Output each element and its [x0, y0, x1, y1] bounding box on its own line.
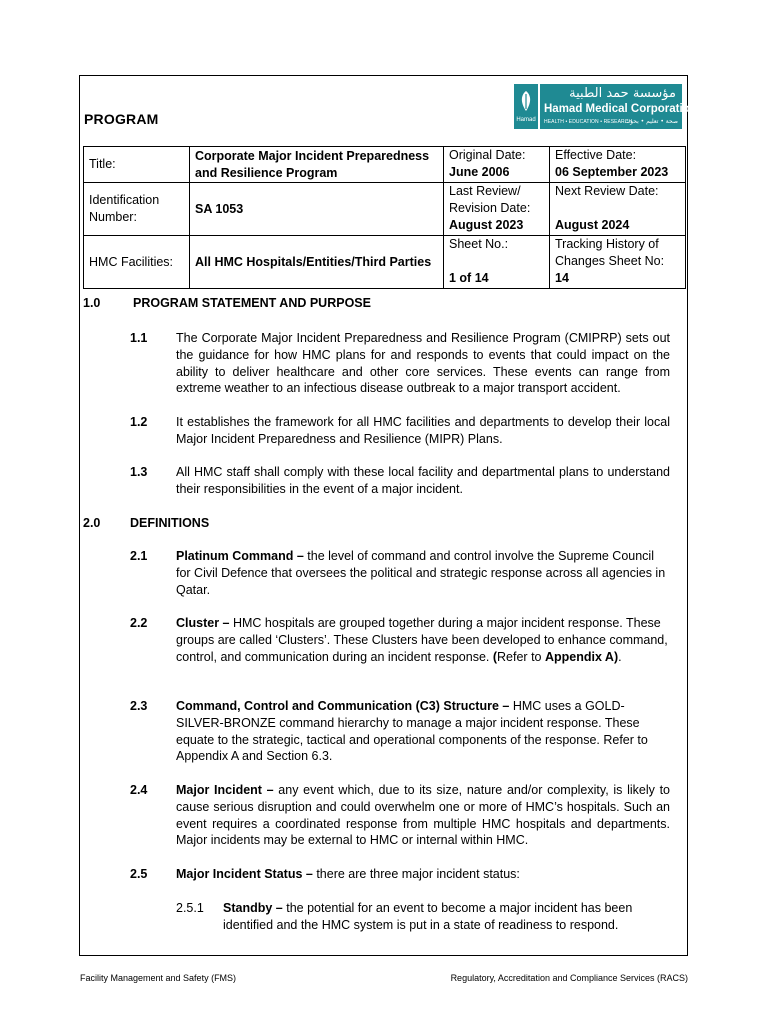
facilities-label: HMC Facilities:	[84, 236, 190, 289]
term-major-incident-status: Major Incident Status –	[176, 867, 313, 881]
para-2-4	[176, 782, 670, 849]
para-1-1-number: 1.1	[130, 331, 148, 345]
document-meta-table	[83, 146, 686, 289]
para-2-1	[176, 548, 666, 598]
term-platinum-command: Platinum Command –	[176, 549, 304, 563]
sheet-cell	[444, 236, 550, 289]
effective-date-cell	[550, 147, 686, 183]
tracking-cell	[550, 236, 686, 289]
para-2-3	[176, 698, 670, 765]
def-standby: the potential for an event to become a major incident has been identified and the HMC system is put in a state of readiness to respond.	[223, 901, 633, 932]
section-2-title: DEFINITIONS	[130, 516, 210, 530]
original-date-cell	[444, 147, 550, 183]
para-1-2-number: 1.2	[130, 415, 148, 429]
para-2-2-number: 2.2	[130, 616, 148, 630]
para-2-5-1-number: 2.5.1	[176, 901, 204, 915]
last-review-cell	[444, 183, 550, 236]
logo-mark-text: Hamad	[516, 117, 536, 123]
ref-text: Refer to	[497, 649, 545, 664]
def-platinum-command: the level of command and control involve the Supreme Council for Civil Defence that oversees the political and strategic response across all agencies in Qatar.	[176, 549, 666, 597]
footer-left: Facility Management and Safety (FMS)	[80, 973, 237, 983]
logo-arabic-name: مؤسسة حمد الطبية	[569, 86, 676, 101]
next-review-value: August 2024	[555, 218, 630, 232]
para-2-5-1	[223, 900, 663, 934]
term-major-incident: Major Incident –	[176, 783, 274, 797]
logo-mark	[514, 84, 538, 129]
section-1-number: 1.0	[83, 296, 101, 310]
next-review-label: Next Review Date:	[555, 184, 659, 198]
ref-open: (	[492, 649, 498, 664]
original-date-value: June 2006	[449, 165, 510, 179]
last-review-value: August 2023	[449, 218, 524, 232]
ref-end: .	[618, 649, 622, 664]
term-cluster: Cluster –	[176, 616, 230, 630]
para-2-1-number: 2.1	[130, 549, 148, 563]
para-2-5-number: 2.5	[130, 867, 148, 881]
para-2-5	[176, 866, 670, 883]
meta-row-id	[84, 183, 686, 236]
effective-date-label: Effective Date:	[555, 148, 637, 162]
def-major-incident: any event which, due to its size, nature and/or complexity, is likely to cause serious disruption and could overwhelm one or more of HMC’s hospitals. Such an event requires a coordinated response from multiple HMC hospitals and departments. Major incidents may be external to HMC or internal within HMC.	[176, 783, 670, 848]
tracking-value: 14	[555, 271, 569, 285]
title-label: Title:	[84, 147, 190, 183]
document-type: PROGRAM	[84, 111, 159, 127]
term-standby: Standby –	[223, 901, 283, 915]
hmc-logo	[514, 84, 697, 130]
leaf-icon	[518, 90, 534, 112]
meta-row-facilities	[84, 236, 686, 289]
next-review-cell	[550, 183, 686, 236]
logo-tagline: HEALTH • EDUCATION • RESEARCH	[544, 119, 633, 125]
para-2-2	[176, 615, 670, 665]
sheet-value: 1 of 14	[449, 271, 489, 285]
meta-row-title	[84, 147, 686, 183]
sheet-label: Sheet No.:	[449, 237, 509, 251]
logo-tagline-arabic: صحة • تعليم • بحوث	[624, 118, 678, 125]
term-c3-structure: Command, Control and Communication (C3) Structure –	[176, 699, 510, 713]
original-date-label: Original Date:	[449, 148, 526, 162]
def-c3-structure: HMC uses a GOLD-SILVER-BRONZE command hierarchy to manage a major incident response. These equate to the strategic, tactical and operational components of the response. Refer to Appendix A and Section 6.3.	[176, 699, 648, 764]
id-label: Identification Number:	[84, 183, 190, 236]
logo-english-name: Hamad Medical Corporation	[544, 103, 697, 115]
para-2-4-number: 2.4	[130, 783, 148, 797]
def-cluster: HMC hospitals are grouped together during a major incident response. These groups are called ‘Clusters’. These Clusters have been developed to enhance command, control, and communication during an incident response.	[176, 616, 668, 664]
logo-band	[540, 84, 697, 129]
footer-right: Regulatory, Accreditation and Compliance Services (RACS)	[450, 973, 688, 983]
para-1-3: All HMC staff shall comply with these local facility and departmental plans to understand their responsibilities in the event of a major incident.	[176, 465, 670, 496]
id-value: SA 1053	[190, 183, 444, 236]
section-1-title: PROGRAM STATEMENT AND PURPOSE	[133, 296, 371, 310]
effective-date-value: 06 September 2023	[555, 165, 669, 179]
para-2-3-number: 2.3	[130, 699, 148, 713]
ref-appendix-a: Appendix A)	[544, 649, 619, 664]
last-review-label: Last Review/ Revision Date:	[449, 184, 531, 215]
para-1-1: The Corporate Major Incident Preparedness and Resilience Program (CMIPRP) sets out the guidance for how HMC plans for and responds to events that could impact on the ability to deliver healthcare and other core services. These events can range from extreme weather to an infectious disease outbreak to a major transport accident.	[176, 331, 670, 396]
tracking-label: Tracking History of Changes Sheet No:	[555, 237, 665, 268]
section-2-number: 2.0	[83, 516, 101, 530]
title-value: Corporate Major Incident Preparedness and Resilience Program	[190, 147, 444, 183]
para-1-3-number: 1.3	[130, 465, 148, 479]
facilities-value: All HMC Hospitals/Entities/Third Parties	[190, 236, 444, 289]
def-major-incident-status: there are three major incident status:	[312, 867, 520, 881]
para-1-2: It establishes the framework for all HMC facilities and departments to develop their local Major Incident Preparedness and Resilience (MIPR) Plans.	[176, 415, 670, 446]
